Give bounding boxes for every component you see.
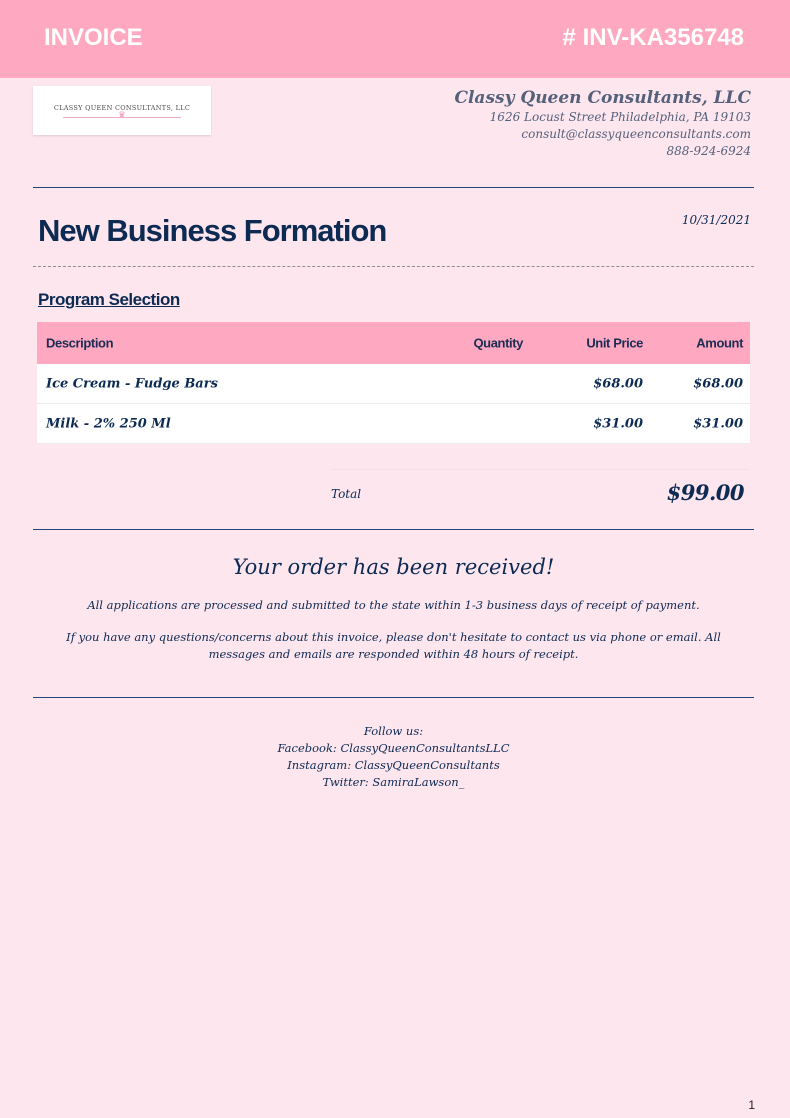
social-links	[33, 723, 754, 791]
page-number: 1	[748, 1098, 755, 1112]
contact-note: If you have any questions/concerns about this invoice, please don't hesitate to contact us via phone or email. All messages and emails are responded within 48 hours of receipt.	[66, 630, 721, 661]
invoice-title: INVOICE	[44, 24, 143, 51]
logo-text: CLASSY QUEEN CONSULTANTS, LLC	[53, 104, 191, 112]
company-address: 1626 Locust Street Philadelphia, PA 19103	[489, 110, 751, 124]
total-divider	[330, 469, 750, 470]
header-divider	[33, 187, 754, 188]
company-email: consult@classyqueenconsultants.com	[521, 127, 751, 141]
processing-note: All applications are processed and submitted to the state within 1-3 business days of receipt of payment.	[87, 598, 700, 612]
column-header-description: Description	[46, 335, 114, 351]
table-header-row	[37, 322, 750, 364]
crown-icon: ♛	[118, 110, 126, 119]
row-amount: $68.00	[693, 376, 743, 391]
social-twitter: Twitter: SamiraLawson_	[322, 775, 465, 789]
footer-divider	[33, 697, 754, 698]
section-heading: Program Selection	[38, 290, 180, 309]
line-items-table	[37, 322, 750, 444]
row-unit-price: $31.00	[593, 416, 643, 431]
column-header-unit-price: Unit Price	[586, 335, 643, 351]
invoice-header-bar	[0, 0, 790, 78]
title-divider	[33, 266, 754, 267]
document-title: New Business Formation	[38, 213, 387, 248]
invoice-number: # INV-KA356748	[562, 24, 744, 51]
company-info	[454, 87, 751, 160]
company-phone: 888-924-6924	[666, 144, 751, 158]
social-heading: Follow us:	[363, 724, 424, 738]
social-instagram: Instagram: ClassyQueenConsultants	[287, 758, 500, 772]
total-label: Total	[331, 487, 362, 501]
column-header-amount: Amount	[696, 335, 743, 351]
row-description: Milk - 2% 250 Ml	[46, 416, 171, 431]
order-received-heading: Your order has been received!	[232, 555, 555, 579]
row-description: Ice Cream - Fudge Bars	[46, 376, 218, 391]
company-name: Classy Queen Consultants, LLC	[454, 88, 751, 108]
totals-divider	[33, 529, 754, 530]
row-unit-price: $68.00	[593, 376, 643, 391]
table-row	[37, 404, 750, 444]
table-row	[37, 364, 750, 404]
column-header-quantity: Quantity	[473, 335, 523, 351]
total-value: $99.00	[666, 480, 744, 505]
company-logo	[33, 86, 211, 135]
row-amount: $31.00	[693, 416, 743, 431]
social-facebook: Facebook: ClassyQueenConsultantsLLC	[277, 741, 510, 755]
document-date: 10/31/2021	[681, 213, 751, 227]
